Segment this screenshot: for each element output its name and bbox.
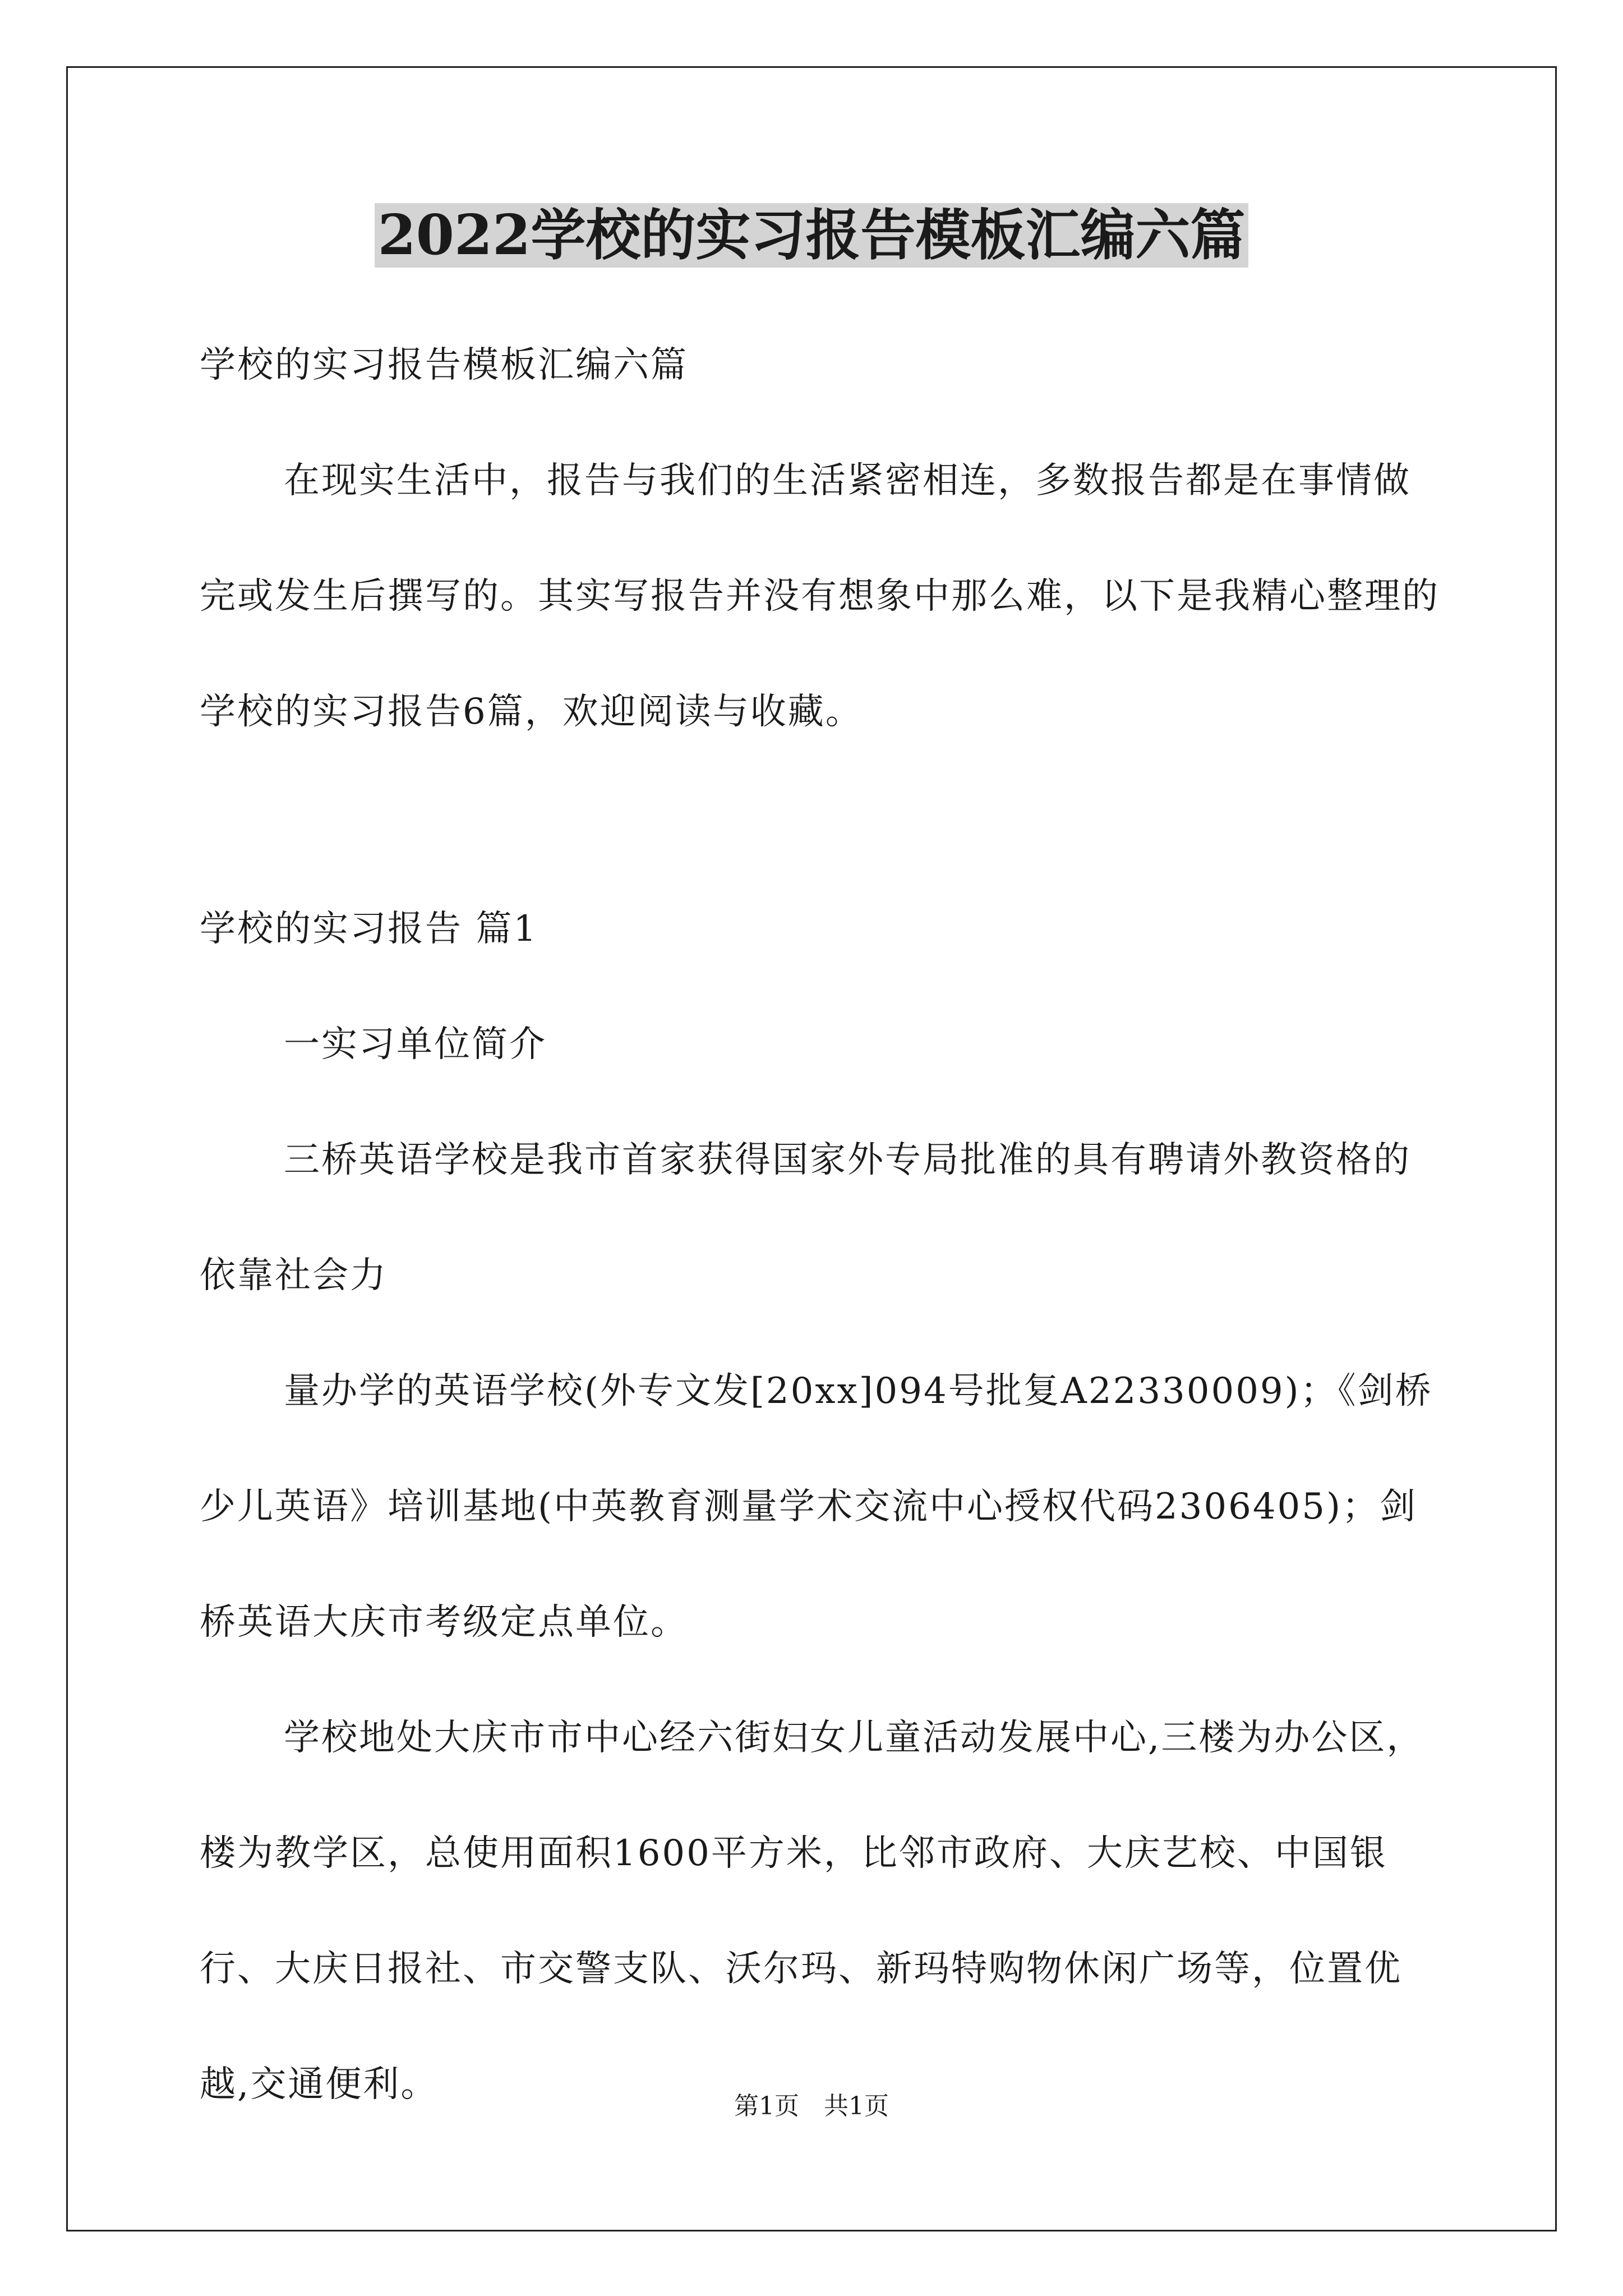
paragraph-3: 学校地处大庆市市中心经六街妇女儿童活动发展中心,三楼为办公区，楼为教学区，总使用面积1600平方米，比邻市政府、大庆艺校、中国银行、大庆日报社、市交警支队、沃尔玛、新玛特购物休闲广场等，位置优越,交通便利。	[200, 1717, 1424, 2105]
section-1	[200, 871, 1445, 2142]
document-title	[0, 194, 1623, 278]
intro-paragraph: 在现实生活中，报告与我们的生活紧密相连，多数报告都是在事情做完或发生后撰写的。其实写报告并没有想象中那么难，以下是我精心整理的学校的实习报告6篇，欢迎阅读与收藏。	[200, 460, 1440, 733]
section-heading: 学校的实习报告 篇1	[200, 908, 538, 950]
document-subtitle: 学校的实习报告模板汇编六篇	[200, 344, 688, 386]
paragraph-1: 三桥英语学校是我市首家获得国家外专局批准的具有聘请外教资格的依靠社会力	[200, 1139, 1411, 1296]
document-title-text: 2022学校的实习报告模板汇编六篇	[375, 203, 1249, 268]
document-body	[200, 307, 1445, 770]
page-footer: 第1页 共1页	[734, 2092, 889, 2120]
sub-heading: 一实习单位简介	[284, 1024, 547, 1065]
paragraph-2: 量办学的英语学校(外专文发[20xx]094号批复A22330009)；《剑桥少儿英语》培训基地(中英教育测量学术交流中心授权代码2306405)；剑桥英语大庆市考级定点单位。	[200, 1370, 1433, 1643]
